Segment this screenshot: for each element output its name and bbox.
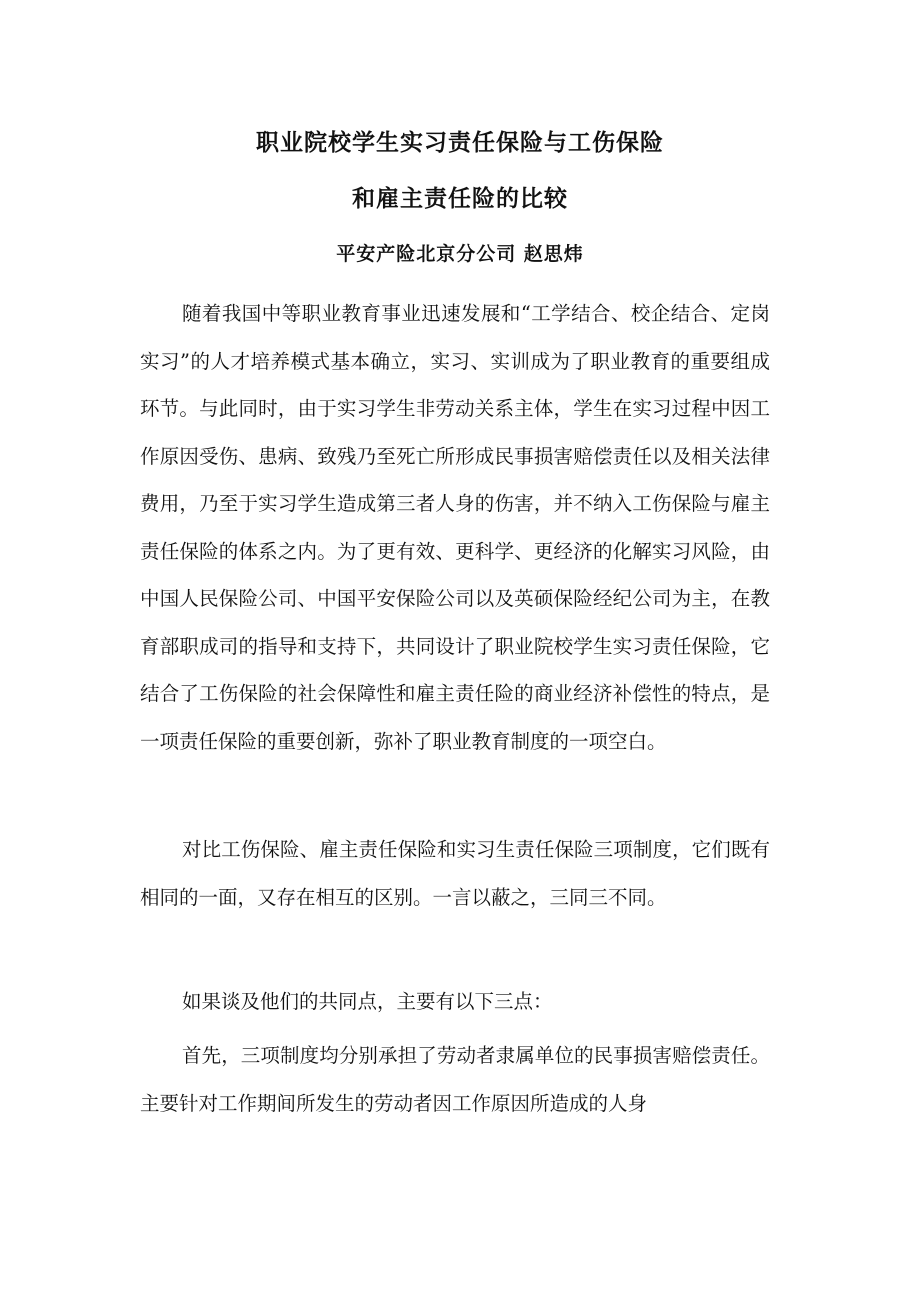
paragraph-intro: 随着我国中等职业教育事业迅速发展和“工学结合、校企结合、定岗实习”的人才培养模式基本确立，实习、实训成为了职业教育的重要组成环节。与此同时，由于实习学生非劳动关系主体，学生在实习过程中因工作原因受伤、患病、致残乃至死亡所形成民事损害赔偿责任以及相关法律费用，乃至于实习学生造成第三者人身的伤害，并不纳入工伤保险与雇主责任保险的体系之内。为了更有效、更科学、更经济的化解实习风险，由中国人民保险公司、中国平安保险公司以及英硕保险经纪公司为主，在教育部职成司的指导和支持下，共同设计了职业院校学生实习责任保险，它结合了工伤保险的社会保障性和雇主责任险的商业经济补偿性的特点，是一项责任保险的重要创新，弥补了职业教育制度的一项空白。 (140, 302, 770, 753)
paragraph-comparison: 对比工伤保险、雇主责任保险和实习生责任保险三项制度，它们既有相同的一面，又存在相互的区别。一言以蔽之，三同三不同。 (140, 838, 770, 909)
author-byline: 平安产险北京分公司 赵思炜 (336, 243, 584, 265)
paragraph-common-points: 如果谈及他们的共同点，主要有以下三点： (182, 990, 553, 1013)
document-title-line-1: 职业院校学生实习责任保险与工伤保险 (256, 129, 664, 156)
document-title-line-2: 和雇主责任险的比较 (352, 185, 568, 212)
paragraph-first-point: 首先，三项制度均分别承担了劳动者隶属单位的民事损害赔偿责任。主要针对工作期间所发生的劳动者因工作原因所造成的人身 (140, 1044, 770, 1115)
